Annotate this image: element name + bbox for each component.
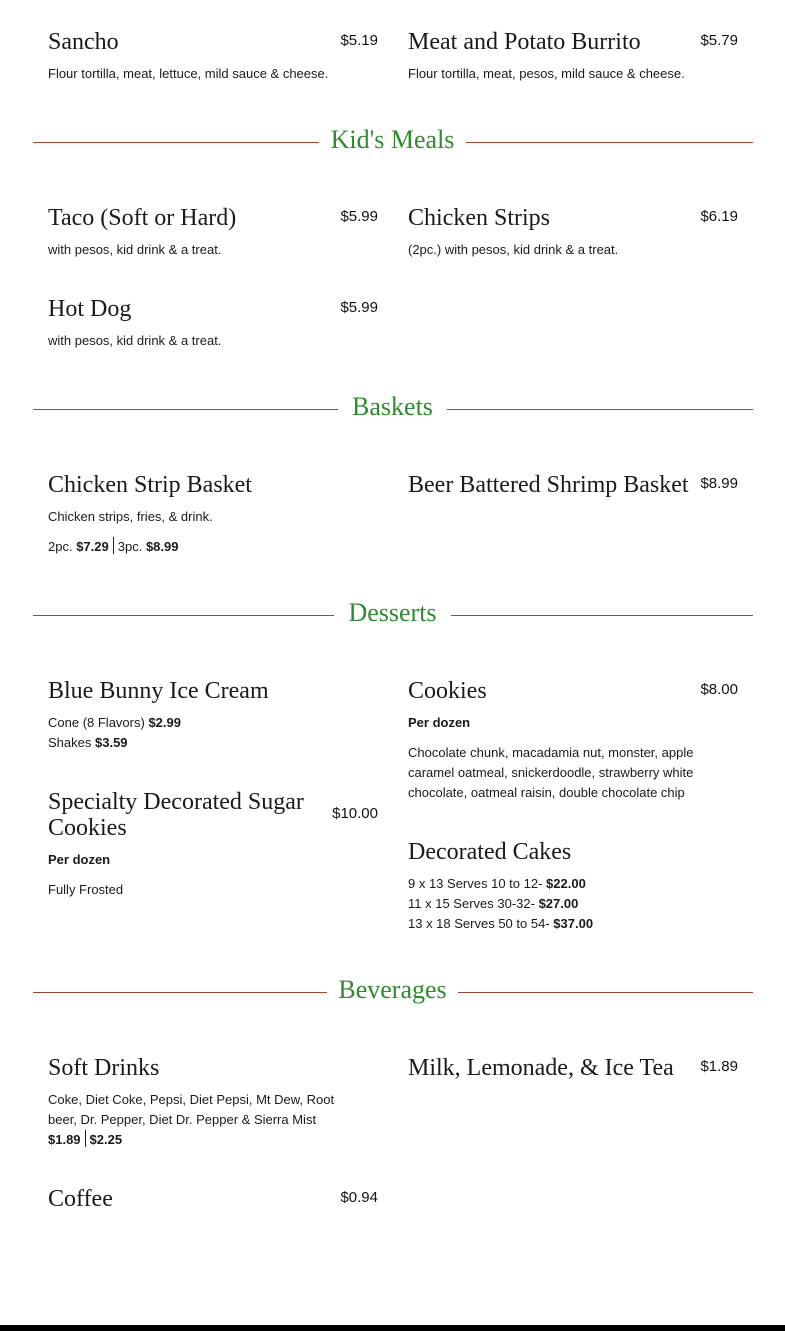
item-description-line2: beer, Dr. Pepper, Diet Dr. Pepper & Sierra Mist <box>48 1112 317 1127</box>
item-name: Decorated Cakes <box>408 839 572 865</box>
item-price: $5.79 <box>700 32 738 49</box>
menu-item-coffee <box>48 1186 378 1216</box>
size-price: $37.00 <box>553 916 594 931</box>
option-price: $8.99 <box>145 539 179 554</box>
item-price: $5.19 <box>340 32 378 49</box>
item-description: Flour tortilla, meat, pesos, mild sauce & cheese. <box>408 66 685 81</box>
item-description: Flour tortilla, meat, lettuce, mild sauce & cheese. <box>48 66 329 81</box>
item-name: Blue Bunny Ice Cream <box>48 678 269 704</box>
item-name: Chicken Strip Basket <box>48 472 252 498</box>
menu-item-sancho <box>48 29 378 89</box>
menu-item-shrimp-basket <box>408 472 738 502</box>
option-label: 3pc. <box>117 539 143 554</box>
item-name: Soft Drinks <box>48 1055 160 1081</box>
footer-bar <box>0 1325 785 1331</box>
menu-item-meat-potato-burrito <box>408 29 738 89</box>
item-description: Chocolate chunk, macadamia nut, monster, apple caramel oatmeal, snickerdoodle, strawberry white chocolate, oatmeal raisin, double chocolate chip <box>408 745 694 800</box>
menu-item-chicken-strips <box>408 205 738 265</box>
section-title-baskets: Baskets <box>352 392 433 421</box>
item-prices <box>48 1130 122 1150</box>
menu-item-cookies <box>408 678 738 808</box>
item-description: with pesos, kid drink & a treat. <box>48 333 222 348</box>
item-name-line1: Specialty Decorated Sugar <box>48 789 304 815</box>
menu-item-decorated-cakes <box>408 839 738 939</box>
item-name: Taco (Soft or Hard) <box>48 205 237 231</box>
item-description: (2pc.) with pesos, kid drink & a treat. <box>408 242 619 257</box>
item-description: with pesos, kid drink & a treat. <box>48 242 222 257</box>
option-price: $2.99 <box>148 715 181 730</box>
item-name: Meat and Potato Burrito <box>408 29 641 55</box>
option-label: Cone (8 Flavors) <box>48 715 145 730</box>
menu-item-taco <box>48 205 378 265</box>
item-unit: Per dozen <box>48 852 111 867</box>
item-price: $0.94 <box>340 1189 378 1206</box>
menu-item-chicken-strip-basket <box>48 472 378 562</box>
item-price: $10.00 <box>332 805 378 822</box>
item-option-cone <box>48 713 181 733</box>
cake-size-row <box>408 894 578 914</box>
divider <box>85 1130 86 1147</box>
size-price: $22.00 <box>546 876 586 891</box>
menu-item-sugar-cookies <box>48 789 378 904</box>
menu-item-ice-cream <box>48 678 378 758</box>
item-name: Coffee <box>48 1186 113 1212</box>
item-name: Chicken Strips <box>408 205 550 231</box>
item-unit: Per dozen <box>408 715 471 730</box>
cake-size-row <box>408 874 586 894</box>
menu-item-hot-dog <box>48 296 378 356</box>
menu-item-soft-drinks <box>48 1055 378 1155</box>
item-price: $6.19 <box>700 208 738 225</box>
section-title-beverages: Beverages <box>338 975 447 1004</box>
item-description: Fully Frosted <box>48 882 124 897</box>
item-price: $8.00 <box>700 681 738 698</box>
option-label: 2pc. <box>48 539 73 554</box>
item-options <box>48 537 179 557</box>
section-title-desserts: Desserts <box>348 598 437 627</box>
item-name: Cookies <box>408 678 487 704</box>
price-large: $2.25 <box>89 1132 123 1147</box>
size-price: $27.00 <box>538 896 579 911</box>
option-price: $7.29 <box>76 539 109 554</box>
size-label: 9 x 13 Serves 10 to 12- <box>408 876 543 891</box>
price-small: $1.89 <box>48 1132 81 1147</box>
item-name-line2: Cookies <box>48 815 127 841</box>
item-price: $1.89 <box>700 1058 738 1075</box>
option-label: Shakes <box>48 735 92 750</box>
item-name: Beer Battered Shrimp Basket <box>408 472 689 498</box>
menu-item-milk-lemonade-tea <box>408 1055 738 1085</box>
item-description-line1: Coke, Diet Coke, Pepsi, Diet Pepsi, Mt Dew, Root <box>48 1092 335 1107</box>
size-label: 13 x 18 Serves 50 to 54- <box>408 916 550 931</box>
item-name: Milk, Lemonade, & Ice Tea <box>408 1055 674 1081</box>
item-option-shakes <box>48 733 128 753</box>
item-price: $8.99 <box>700 475 738 492</box>
item-description: Chicken strips, fries, & drink. <box>48 509 213 524</box>
cake-size-row <box>408 914 593 934</box>
divider <box>113 537 114 554</box>
item-name: Hot Dog <box>48 296 132 322</box>
item-name: Sancho <box>48 29 119 55</box>
section-title-kids-meals: Kid's Meals <box>330 125 455 154</box>
item-price: $5.99 <box>340 208 378 225</box>
option-price: $3.59 <box>95 735 128 750</box>
item-price: $5.99 <box>340 299 378 316</box>
size-label: 11 x 15 Serves 30-32- <box>408 896 535 911</box>
